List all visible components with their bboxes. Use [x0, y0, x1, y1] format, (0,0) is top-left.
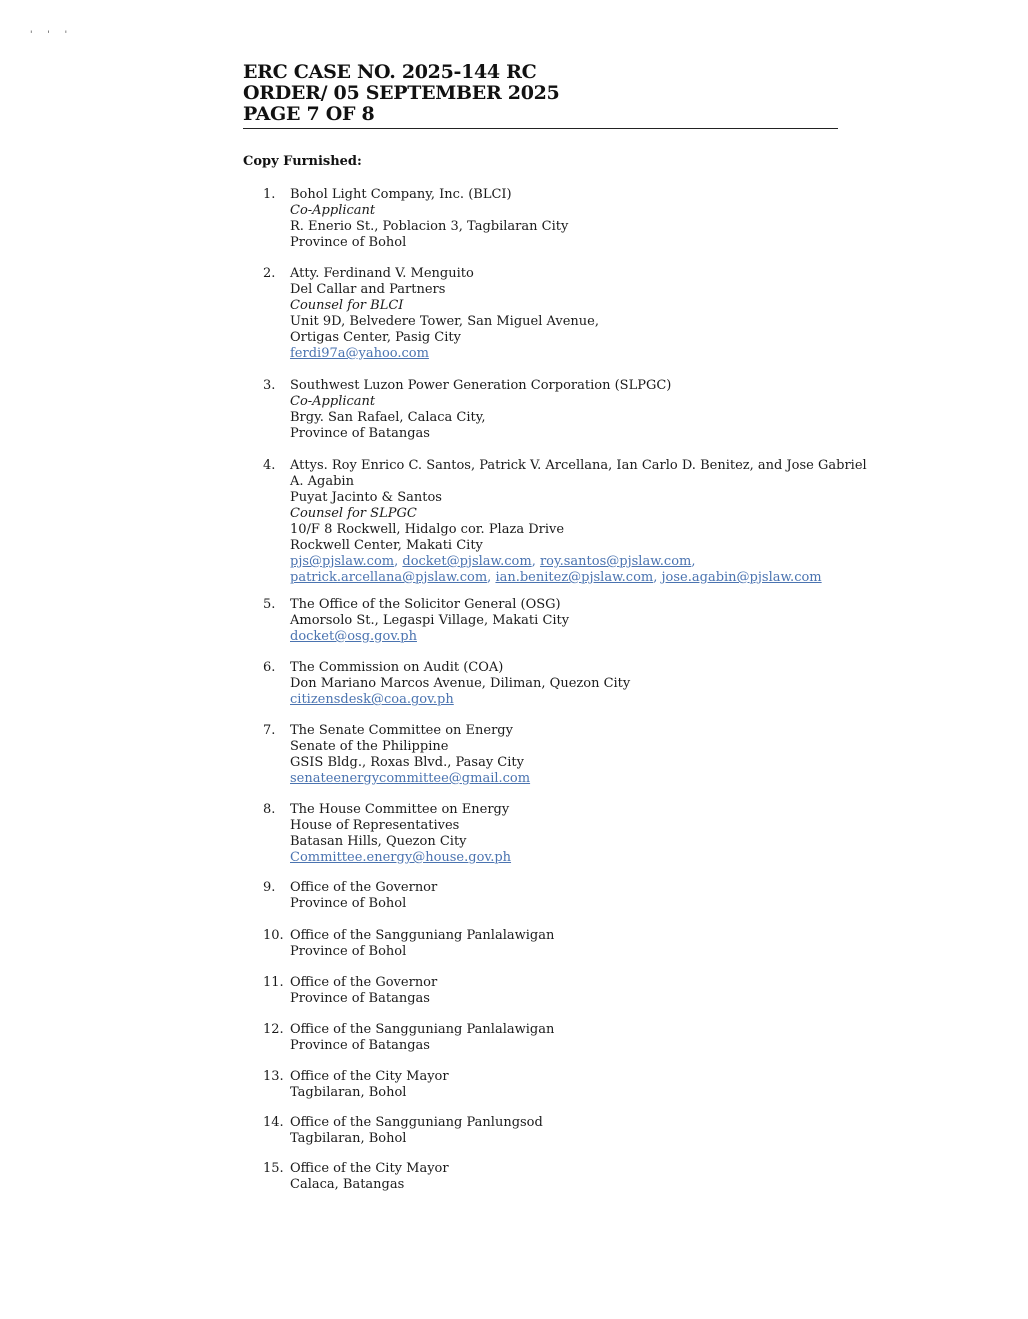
- email-link[interactable]: roy.santos@pjslaw.com: [539, 554, 692, 569]
- email-link[interactable]: docket@pjslaw.com: [402, 554, 532, 569]
- address-line: Ortigas Center, Pasig City: [290, 330, 461, 345]
- address-line: Calaca, Batangas: [290, 1177, 405, 1192]
- role: Co-Applicant: [290, 394, 376, 409]
- item-number: 1.: [263, 187, 276, 202]
- address-line: Brgy. San Rafael, Calaca City,: [290, 410, 486, 425]
- addressee: Office of the Sangguniang Panlalawigan: [290, 1022, 555, 1037]
- item-number: 5.: [263, 597, 276, 612]
- item-number: 2.: [263, 266, 276, 281]
- item-number: 10.: [263, 928, 284, 943]
- email-link[interactable]: patrick.arcellana@pjslaw.com: [290, 570, 488, 585]
- addressee: Bohol Light Company, Inc. (BLCI): [290, 187, 512, 202]
- address-line: Amorsolo St., Legaspi Village, Makati City: [290, 613, 570, 628]
- addressee: Office of the City Mayor: [290, 1069, 449, 1084]
- addressee: The Senate Committee on Energy: [290, 723, 513, 738]
- addressee-continued: A. Agabin: [290, 474, 354, 489]
- item-number: 14.: [263, 1115, 284, 1130]
- page-number: PAGE 7 OF 8: [243, 103, 375, 125]
- role: Counsel for BLCI: [290, 298, 404, 313]
- case-number: ERC CASE NO. 2025-144 RC: [243, 61, 537, 83]
- email-link[interactable]: senateenergycommittee@gmail.com: [290, 771, 531, 786]
- copy-furnished-heading: Copy Furnished:: [243, 154, 362, 169]
- addressee: The House Committee on Energy: [290, 802, 510, 817]
- address-line: R. Enerio St., Poblacion 3, Tagbilaran City: [290, 219, 569, 234]
- address-line: Province of Batangas: [290, 426, 430, 441]
- email-link[interactable]: pjs@pjslaw.com: [290, 554, 395, 569]
- scan-marks: ' ' ': [30, 30, 74, 40]
- order-date: ORDER/ 05 SEPTEMBER 2025: [243, 82, 560, 104]
- address-line: Unit 9D, Belvedere Tower, San Miguel Avenue,: [290, 314, 599, 329]
- address-line: Tagbilaran, Bohol: [290, 1131, 407, 1146]
- role: Co-Applicant: [290, 203, 376, 218]
- item-number: 7.: [263, 723, 276, 738]
- item-number: 6.: [263, 660, 276, 675]
- item-number: 9.: [263, 880, 276, 895]
- address-line: Province of Batangas: [290, 1038, 430, 1053]
- document-header: [243, 62, 838, 129]
- address-line: Don Mariano Marcos Avenue, Diliman, Quezon City: [290, 676, 631, 691]
- email-link[interactable]: docket@osg.gov.ph: [290, 629, 417, 644]
- role: Counsel for SLPGC: [290, 506, 417, 521]
- address-line: Senate of the Philippine: [290, 739, 449, 754]
- address-line: House of Representatives: [290, 818, 460, 833]
- item-number: 12.: [263, 1022, 284, 1037]
- addressee: Atty. Ferdinand V. Menguito: [290, 266, 474, 281]
- address-line: Province of Bohol: [290, 235, 407, 250]
- addressee: Southwest Luzon Power Generation Corporation (SLPGC): [290, 378, 672, 393]
- item-number: 13.: [263, 1069, 284, 1084]
- address-line: Batasan Hills, Quezon City: [290, 834, 467, 849]
- email-link[interactable]: ferdi97a@yahoo.com: [290, 346, 429, 361]
- email-line: patrick.arcellana@pjslaw.com, ian.benitez@pjslaw.com, jose.agabin@pjslaw.com: [290, 570, 822, 585]
- addressee: Office of the Sangguniang Panlungsod: [290, 1115, 543, 1130]
- addressee: Attys. Roy Enrico C. Santos, Patrick V. Arcellana, Ian Carlo D. Benitez, and Jose Gabriel: [290, 458, 867, 473]
- address-line: Rockwell Center, Makati City: [290, 538, 483, 553]
- addressee: The Office of the Solicitor General (OSG): [290, 597, 561, 612]
- item-number: 8.: [263, 802, 276, 817]
- addressee: Office of the City Mayor: [290, 1161, 449, 1176]
- address-line: Province of Bohol: [290, 944, 407, 959]
- address-line: GSIS Bldg., Roxas Blvd., Pasay City: [290, 755, 524, 770]
- address-line: 10/F 8 Rockwell, Hidalgo cor. Plaza Drive: [290, 522, 565, 537]
- email-link[interactable]: ian.benitez@pjslaw.com: [495, 570, 654, 585]
- addressee: Office of the Sangguniang Panlalawigan: [290, 928, 555, 943]
- address-line: Tagbilaran, Bohol: [290, 1085, 407, 1100]
- addressee: Office of the Governor: [290, 975, 438, 990]
- item-number: 15.: [263, 1161, 284, 1176]
- addressee: Office of the Governor: [290, 880, 438, 895]
- item-number: 3.: [263, 378, 276, 393]
- firm-name: Puyat Jacinto & Santos: [290, 490, 442, 505]
- email-line: pjs@pjslaw.com, docket@pjslaw.com, roy.santos@pjslaw.com,: [290, 554, 696, 569]
- address-line: Province of Bohol: [290, 896, 407, 911]
- email-link[interactable]: citizensdesk@coa.gov.ph: [290, 692, 454, 707]
- email-link[interactable]: Committee.energy@house.gov.ph: [290, 850, 512, 865]
- item-number: 11.: [263, 975, 284, 990]
- firm-name: Del Callar and Partners: [290, 282, 446, 297]
- item-number: 4.: [263, 458, 276, 473]
- address-line: Province of Batangas: [290, 991, 430, 1006]
- email-link[interactable]: jose.agabin@pjslaw.com: [661, 570, 822, 585]
- addressee: The Commission on Audit (COA): [290, 660, 504, 675]
